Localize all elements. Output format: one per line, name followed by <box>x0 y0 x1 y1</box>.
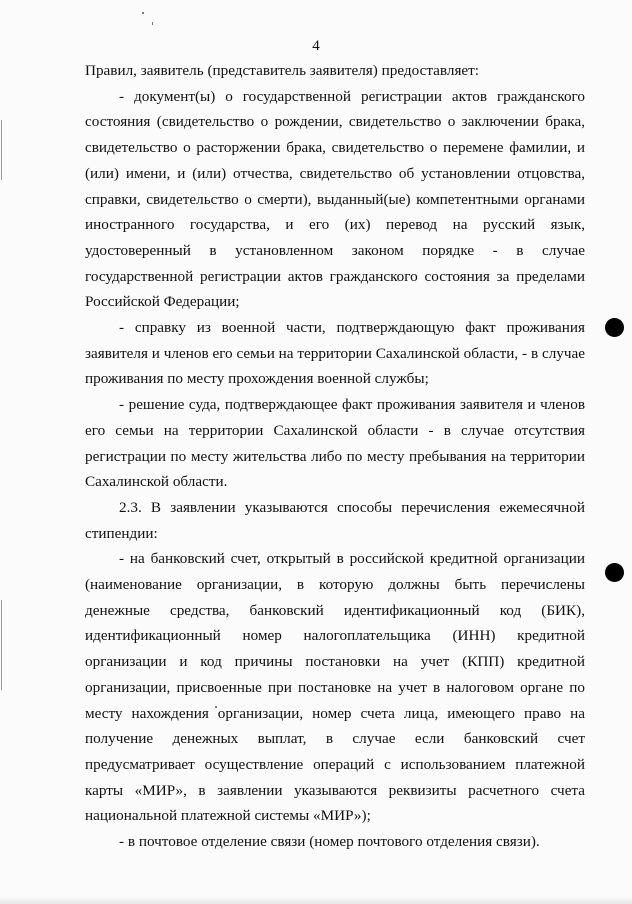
scan-speck <box>142 12 144 14</box>
page-bottom-edge <box>0 896 632 904</box>
binder-hole <box>605 563 624 582</box>
paragraph-civil-registration-documents: - документ(ы) о государственной регистрации актов гражданского состояния (свидетельство о рождении, свидетельство о заключении брака, свидетельство о расторжении брака, свидетельство о перемене фамилии, и (или) имени, и (или) отчества, свидетельство об установлении отцовства, справки, свидетельство о смерти), выданный(ые) компетентными органами иностранного государства, и его (их) перевод на русский язык, удостоверенный в установленном законом порядке - в случае государственной регистрации актов гражданского состояния за пределами Российской Федерации; <box>85 87 585 311</box>
scan-speck <box>152 22 153 25</box>
scan-margin-mark <box>1 120 2 180</box>
scan-margin-mark <box>1 600 2 690</box>
paragraph-section-2-3: 2.3. В заявлении указываются способы перечисления ежемесячной стипендии: <box>85 498 585 542</box>
document-body <box>85 58 585 855</box>
binder-hole <box>605 318 624 337</box>
paragraph-bank-account: - на банковский счет, открытый в российской кредитной организации (наименование организации, в которую должны быть перечислены денежные средства, банковский идентификационный код (БИК), идентификационный номер налогоплательщика (ИНН) кредитной организации и код причины постановки на учет (КПП) кредитной организации, присвоенные при постановке на учет в налоговом органе по месту нахождения организации, номер счета лица, имеющего право на получение денежных выплат, в случае если банковский счет предусматривает осуществление операций с использованием платежной карты «МИР», в заявлении указываются реквизиты расчетного счета национальной платежной системы «МИР»); <box>85 550 585 825</box>
page-number: 4 <box>312 38 320 54</box>
paragraph-court-decision: - решение суда, подтверждающее факт проживания заявителя и членов его семьи на территории Сахалинской области - в случае отсутствия регистрации по месту жительства либо по месту пребывания на территории Сахалинской области. <box>85 396 585 491</box>
paragraph-post-office: - в почтовое отделение связи (номер почтового отделения связи). <box>119 833 540 851</box>
paragraph-military-unit-certificate: - справку из военной части, подтверждающую факт проживания заявителя и членов его семьи на территории Сахалинской области, - в случае проживания по месту прохождения военной службы; <box>85 319 585 388</box>
paragraph-intro: Правил, заявитель (представитель заявителя) предоставляет: <box>85 62 480 79</box>
